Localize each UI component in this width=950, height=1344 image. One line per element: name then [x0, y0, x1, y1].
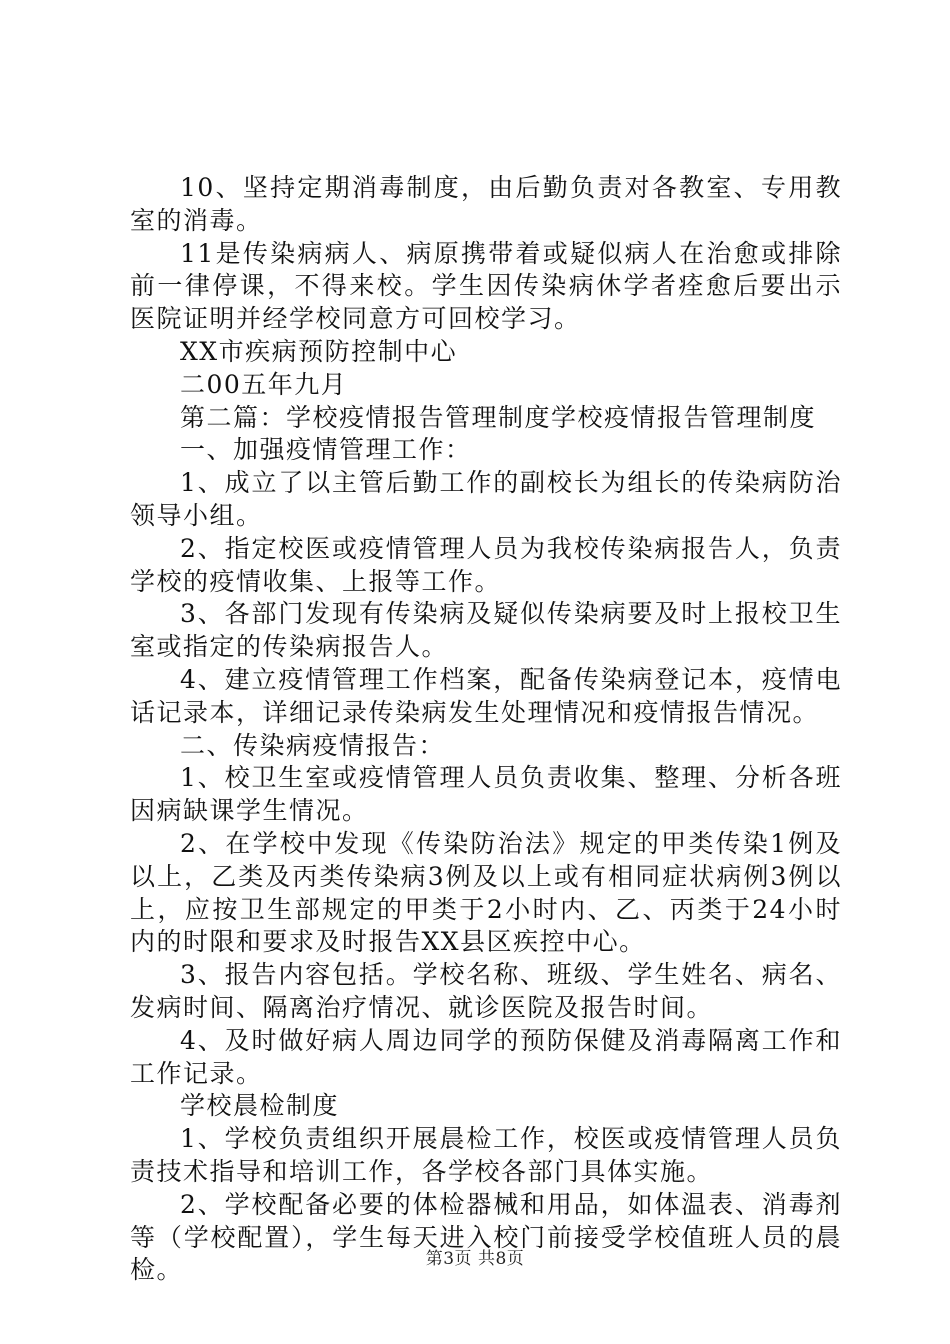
paragraph: 3、报告内容包括。学校名称、班级、学生姓名、病名、发病时间、隔离治疗情况、就诊医院及报告时间。	[130, 960, 842, 1022]
issuer-line: XX市疾病预防控制中心	[180, 336, 458, 366]
paragraph: 1、校卫生室或疫情管理人员负责收集、整理、分析各班因病缺课学生情况。	[130, 763, 842, 826]
paragraph: 4、建立疫情管理工作档案，配备传染病登记本，疫情电话记录本，详细记录传染病发生处理情况和疫情报告情况。	[130, 664, 842, 727]
section-heading: 一、加强疫情管理工作：	[180, 435, 472, 465]
section-title: 第二篇：学校疫情报告管理制度学校疫情报告管理制度	[180, 402, 817, 432]
page-number-footer: 第3页 共8页	[425, 1249, 525, 1269]
section-heading: 学校晨检制度	[180, 1091, 340, 1121]
paragraph: 2、在学校中发现《传染防治法》规定的甲类传染1例及以上，乙类及丙类传染病3例及以上或有相同症状病例3例以上，应按卫生部规定的甲类于2小时内、乙、丙类于24小时内的时限和要求及时报告XX县区疾控中心。	[130, 828, 842, 957]
section-heading: 二、传染病疫情报告：	[180, 730, 446, 760]
paragraph: 11是传染病病人、病原携带着或疑似病人在治愈或排除前一律停课，不得来校。学生因传染病休学者痊愈后要出示医院证明并经学校同意方可回校学习。	[130, 238, 842, 334]
paragraph: 2、指定校医或疫情管理人员为我校传染病报告人，负责学校的疫情收集、上报等工作。	[130, 533, 842, 596]
paragraph: 1、成立了以主管后勤工作的副校长为组长的传染病防治领导小组。	[130, 468, 842, 530]
document-body	[130, 172, 842, 1287]
paragraph: 4、及时做好病人周边同学的预防保健及消毒隔离工作和工作记录。	[130, 1025, 842, 1088]
paragraph: 10、坚持定期消毒制度，由后勤负责对各教室、专用教室的消毒。	[130, 173, 842, 235]
paragraph: 3、各部门发现有传染病及疑似传染病要及时上报校卫生室或指定的传染病报告人。	[130, 599, 842, 662]
paragraph: 1、学校负责组织开展晨检工作，校医或疫情管理人员负责技术指导和培训工作，各学校各部门具体实施。	[130, 1124, 842, 1186]
paragraph: 2、学校配备必要的体检器械和用品，如体温表、消毒剂等（学校配置），学生每天进入校门前接受学校值班人员的晨检。	[130, 1189, 842, 1285]
date-line: 二00五年九月	[180, 369, 348, 399]
